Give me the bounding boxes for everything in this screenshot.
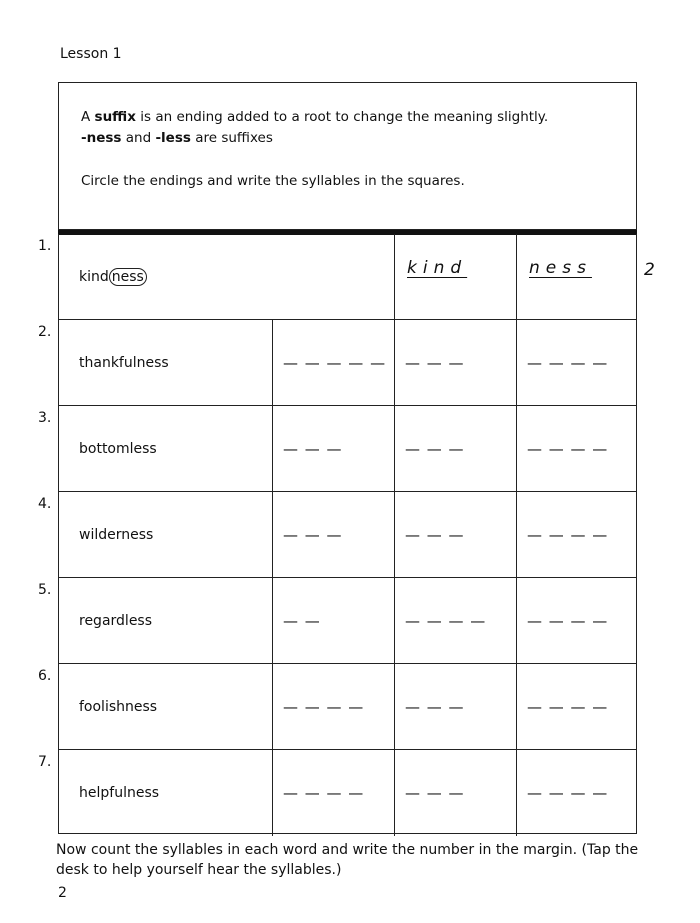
row-word: regardless — [79, 613, 153, 629]
lesson-title: Lesson 1 — [60, 46, 122, 62]
word-row — [59, 664, 636, 750]
blank-syllable-3[interactable]: — — — — — [527, 612, 609, 630]
blank-syllable-2[interactable]: — — — — [405, 784, 465, 802]
row-number: 4. — [38, 496, 52, 512]
blank-syllable-2[interactable]: — — — — — [405, 612, 487, 630]
instruction-line-1: A suffix is an ending added to a root to change the meaning slightly. — [81, 109, 549, 125]
syllable-grid — [58, 234, 637, 834]
blank-syllable-2[interactable]: — — — — [405, 354, 465, 372]
circled-ending: ness — [109, 268, 147, 286]
row-number: 1. — [38, 238, 52, 254]
blank-syllable-1[interactable]: — — — [283, 612, 321, 630]
example-word: kind ness — [79, 234, 147, 320]
blank-syllable-3[interactable]: — — — — — [527, 784, 609, 802]
term-less: -less — [155, 130, 191, 146]
row-number: 5. — [38, 582, 52, 598]
blank-syllable-1[interactable]: — — — — — [283, 784, 365, 802]
blank-syllable-2[interactable]: — — — — [405, 698, 465, 716]
word-row — [59, 578, 636, 664]
instruction-box — [58, 82, 637, 230]
footer-instruction: Now count the syllables in each word and write the number in the margin. (Tap the desk to help yourself hear the syllables.) — [56, 842, 639, 878]
blank-syllable-3[interactable]: — — — — — [527, 440, 609, 458]
word-row — [59, 406, 636, 492]
syllable-count: 2 — [644, 260, 655, 280]
blank-syllable-1[interactable]: — — — — [283, 440, 343, 458]
term-suffix: suffix — [94, 109, 136, 125]
row-number: 2. — [38, 324, 52, 340]
row-number: 3. — [38, 410, 52, 426]
word-row — [59, 750, 636, 836]
term-ness: -ness — [81, 130, 122, 146]
blank-syllable-3[interactable]: — — — — — [527, 526, 609, 544]
blank-syllable-1[interactable]: — — — — — [283, 698, 365, 716]
example-syllable-2: ness — [529, 258, 592, 278]
example-syllable-1: kind — [407, 258, 468, 278]
blank-syllable-1[interactable]: — — — — [283, 526, 343, 544]
example-row — [59, 234, 636, 320]
row-word: bottomless — [79, 441, 157, 457]
page-number: 2 — [58, 885, 67, 901]
row-word: helpfulness — [79, 785, 160, 801]
row-number: 6. — [38, 668, 52, 684]
row-number: 7. — [38, 754, 52, 770]
row-word: wilderness — [79, 527, 154, 543]
blank-syllable-3[interactable]: — — — — — [527, 354, 609, 372]
word-row — [59, 492, 636, 578]
blank-syllable-2[interactable]: — — — — [405, 440, 465, 458]
row-word: foolishness — [79, 699, 158, 715]
instruction-line-2: -ness and -less are suffixes — [81, 130, 273, 146]
instruction-line-3: Circle the endings and write the syllables in the squares. — [81, 173, 465, 189]
blank-syllable-2[interactable]: — — — — [405, 526, 465, 544]
row-word: thankfulness — [79, 355, 169, 371]
blank-syllable-3[interactable]: — — — — — [527, 698, 609, 716]
blank-syllable-1[interactable]: — — — — — — [283, 354, 387, 372]
word-row — [59, 320, 636, 406]
